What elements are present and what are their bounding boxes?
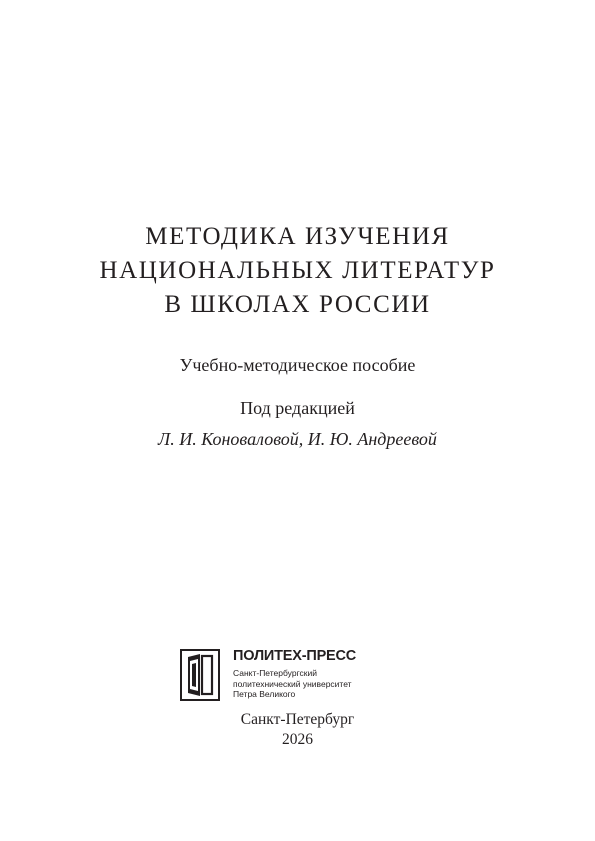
book-subtitle: Учебно-методическое пособие bbox=[179, 355, 416, 375]
publisher-description bbox=[233, 668, 352, 700]
publisher-description-line: Санкт-Петербургский bbox=[233, 668, 317, 678]
imprint-year: 2026 bbox=[282, 731, 313, 748]
publisher-description-line: политехнический университет bbox=[233, 678, 352, 689]
editors-names: Л. И. Коноваловой, И. Ю. Андреевой bbox=[158, 429, 437, 449]
publisher-description-line: Петра Великого bbox=[233, 689, 296, 699]
book-frame-icon bbox=[180, 649, 220, 701]
editors-label: Под редакцией bbox=[240, 398, 355, 418]
book-title bbox=[0, 220, 595, 322]
book-title-line: МЕТОДИКА ИЗУЧЕНИЯ bbox=[145, 223, 450, 250]
publisher-name: ПОЛИТЕХ-ПРЕСС bbox=[233, 648, 357, 664]
book-title-line: В ШКОЛАХ РОССИИ bbox=[164, 291, 431, 318]
publisher-block bbox=[180, 647, 380, 707]
book-title-line: НАЦИОНАЛЬНЫХ ЛИТЕРАТУР bbox=[99, 257, 496, 284]
imprint-city: Санкт-Петербург bbox=[240, 711, 355, 728]
